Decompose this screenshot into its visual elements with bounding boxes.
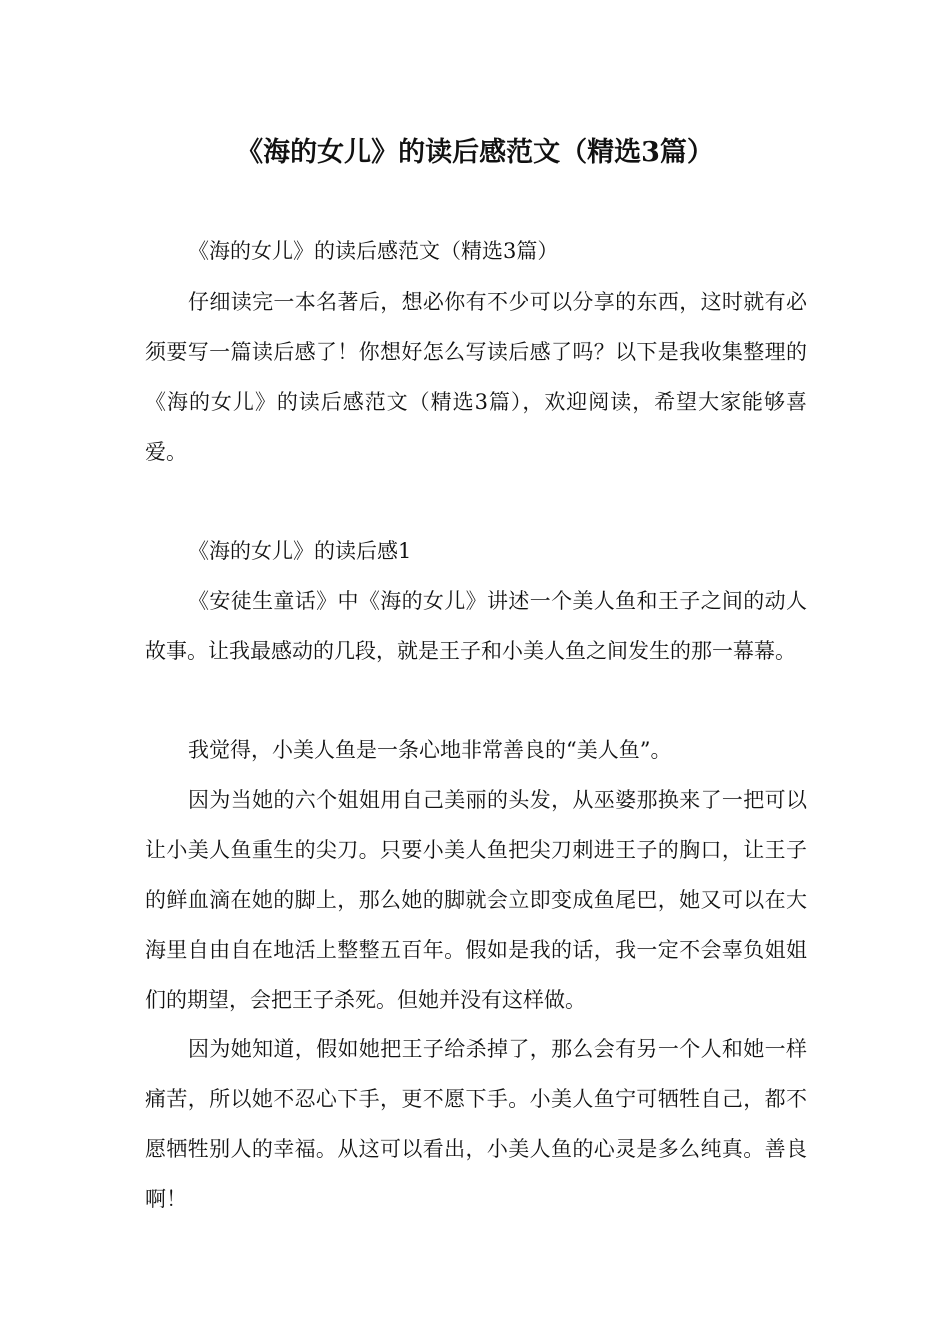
- because-paragraph: 因为当她的六个姐姐用自己美丽的头发，从巫婆那换来了一把可以让小美人鱼重生的尖刀。只要小美人鱼把尖刀刺进王子的胸口，让王子的鲜血滴在她的脚上，那么她的脚就会立即变成鱼尾巴，她又可以在大海里自由自在地活上整整五百年。假如是我的话，我一定不会辜负姐姐们的期望，会把王子杀死。但她并没有这样做。: [145, 788, 807, 1012]
- feeling-paragraph: 我觉得，小美人鱼是一条心地非常善良的“美人鱼”。: [188, 738, 672, 762]
- intro-paragraph: 仔细读完一本名著后，想必你有不少可以分享的东西，这时就有必须要写一篇读后感了！你想好怎么写读后感了吗？以下是我收集整理的《海的女儿》的读后感范文（精选3篇），欢迎阅读，希望大家能够喜爱。: [145, 290, 807, 464]
- reason-paragraph: 因为她知道，假如她把王子给杀掉了，那么会有另一个人和她一样痛苦，所以她不忍心下手，更不愿下手。小美人鱼宁可牺牲自己，都不愿牺牲别人的幸福。从这可以看出，小美人鱼的心灵是多么纯真。善良啊！: [145, 1037, 807, 1211]
- subtitle-paragraph: 《海的女儿》的读后感范文（精选3篇）: [188, 239, 559, 263]
- section-heading-1: 《海的女儿》的读后感1: [188, 539, 412, 563]
- document-title: 《海的女儿》的读后感范文（精选3篇）: [236, 137, 714, 168]
- story-paragraph: 《安徒生童话》中《海的女儿》讲述一个美人鱼和王子之间的动人故事。让我最感动的几段，就是王子和小美人鱼之间发生的那一幕幕。: [145, 589, 807, 663]
